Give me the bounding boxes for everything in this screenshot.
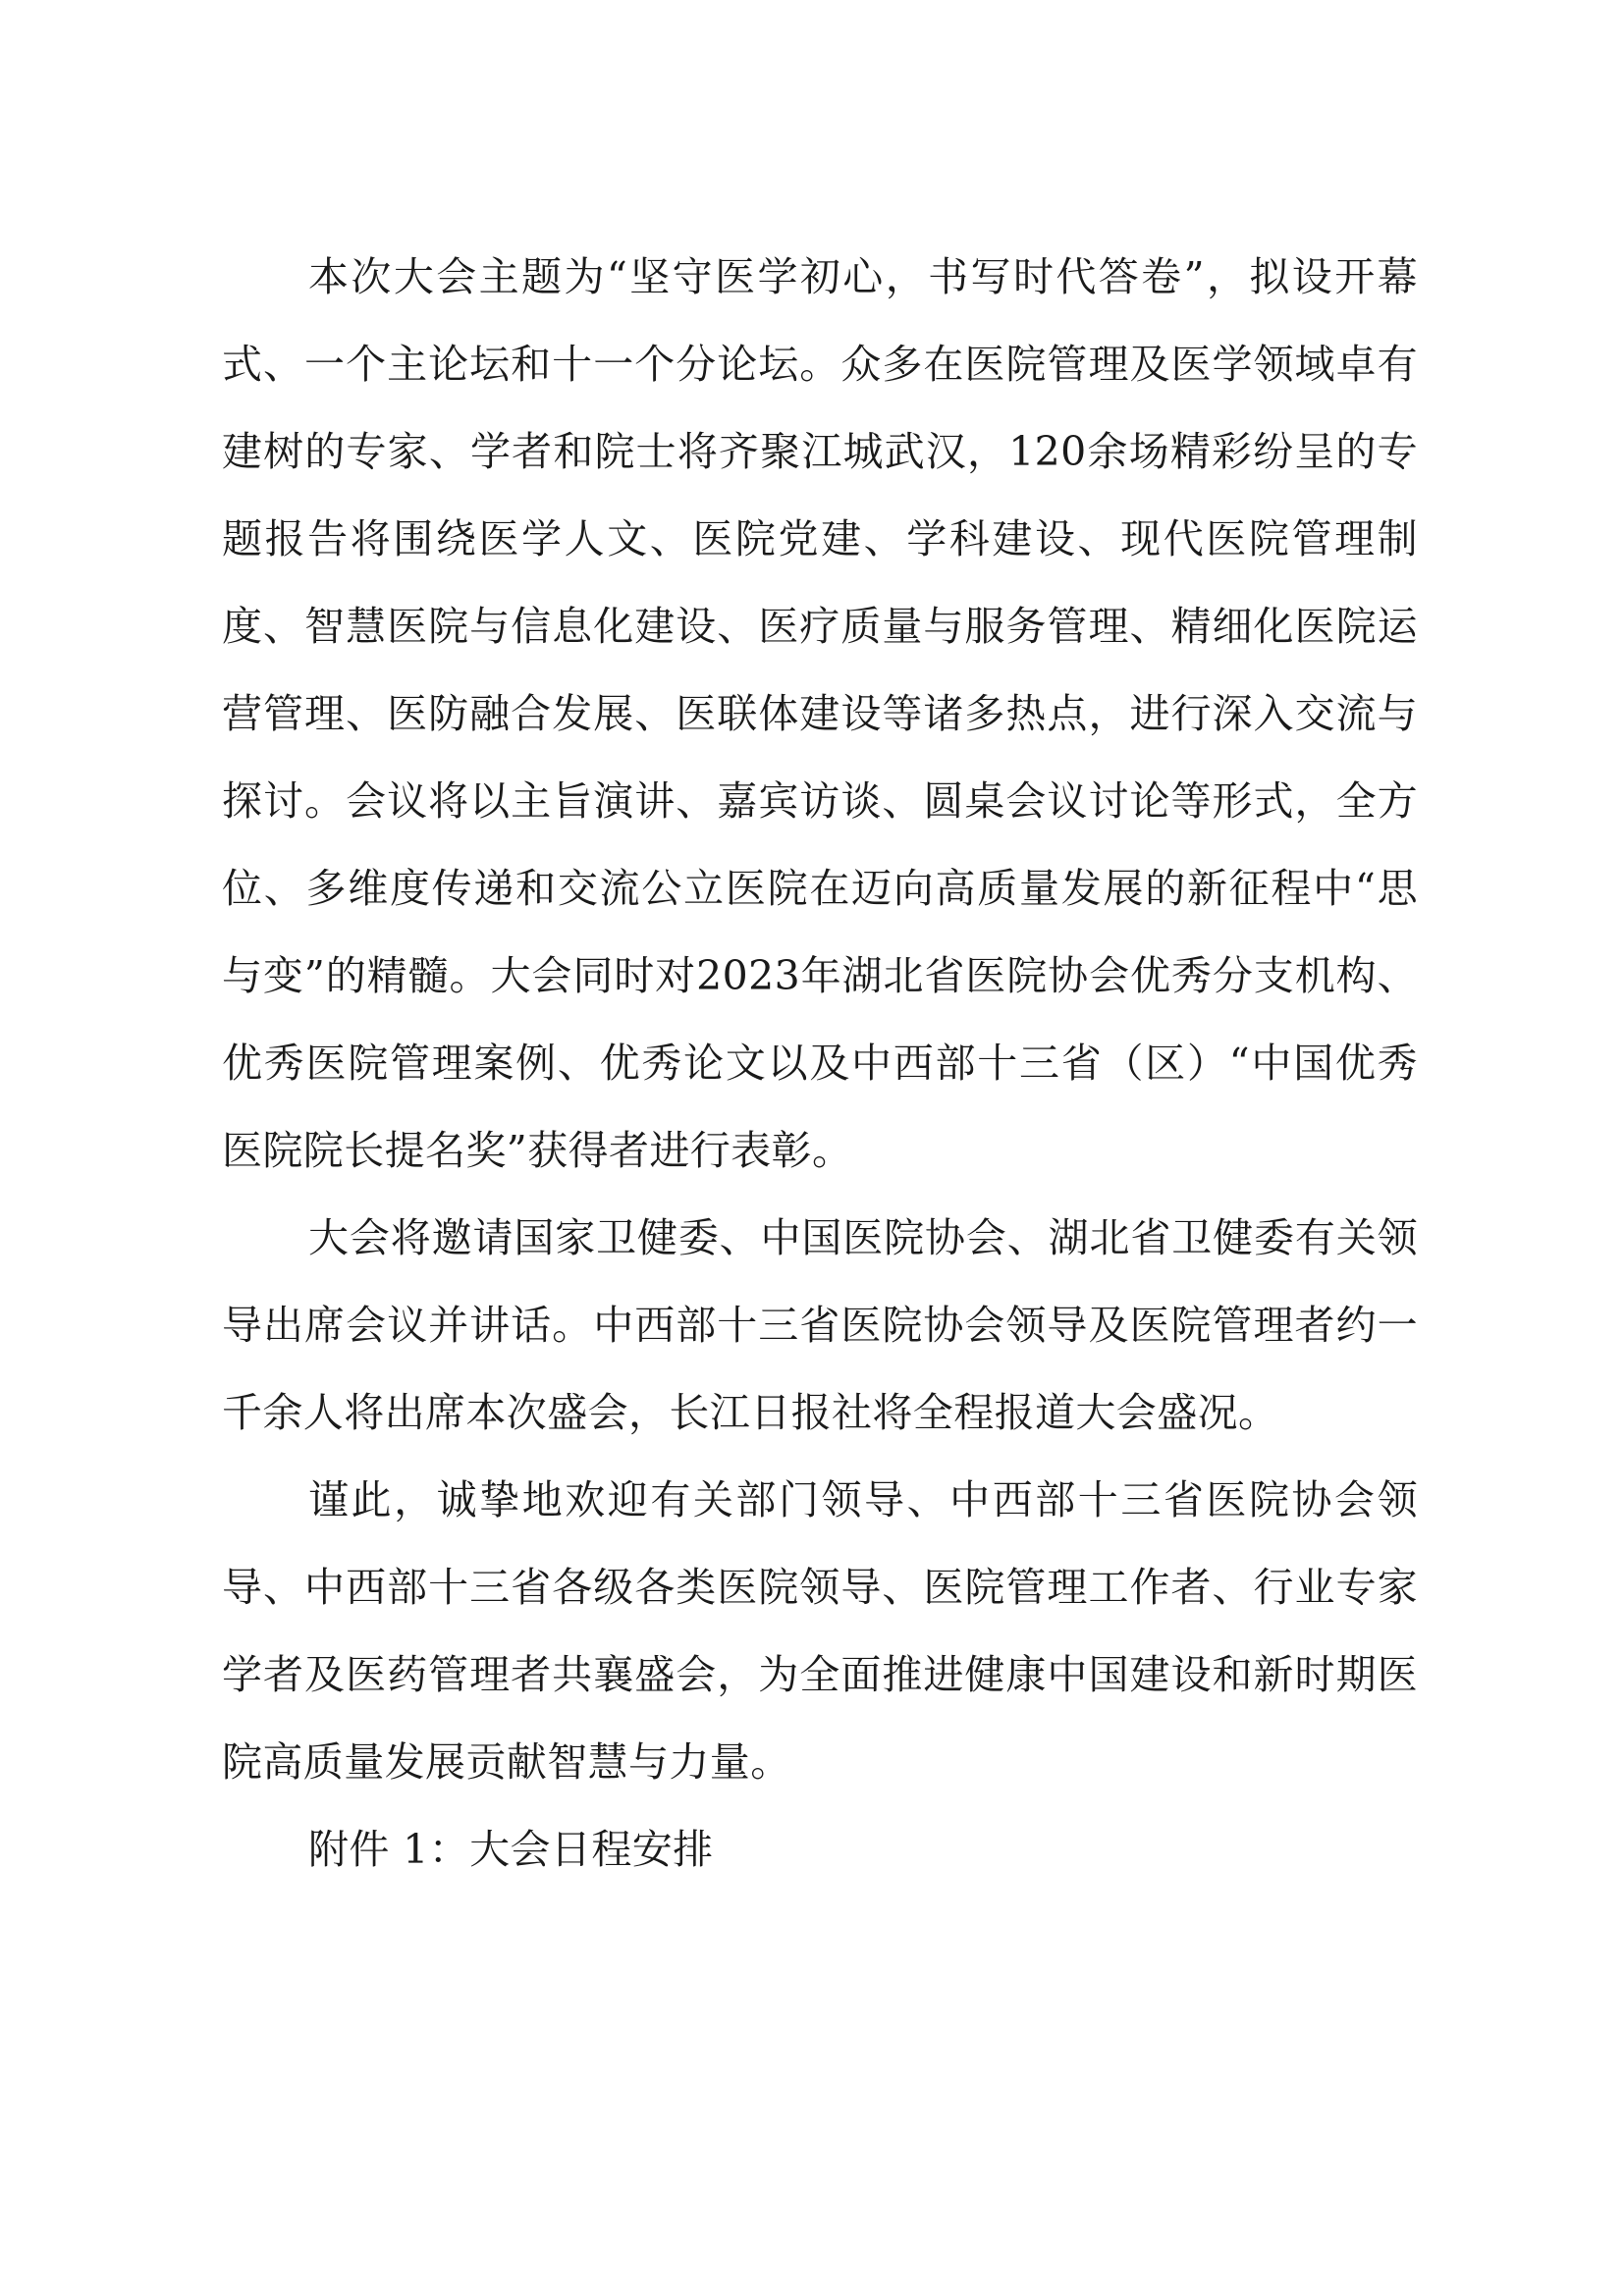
paragraph-conference-theme: 本次大会主题为“坚守医学初心，书写时代答卷”，拟设开幕式、一个主论坛和十一个分论坛。众多在医院管理及医学领域卓有建树的专家、学者和院士将齐聚江城武汉，120余场精彩纷呈的专题报告将围绕医学人文、医院党建、学科建设、现代医院管理制度、智慧医院与信息化建设、医疗质量与服务管理、精细化医院运营管理、医防融合发展、医联体建设等诸多热点，进行深入交流与探讨。会议将以主旨演讲、嘉宾访谈、圆桌会议讨论等形式，全方位、多维度传递和交流公立医院在迈向高质量发展的新征程中“思与变”的精髓。大会同时对2023年湖北省医院协会优秀分支机构、优秀医院管理案例、优秀论文以及中西部十三省（区）“中国优秀医院院长提名奖”获得者进行表彰。 (222, 253, 1418, 1174)
paragraph-welcome: 谨此，诚挚地欢迎有关部门领导、中西部十三省医院协会领导、中西部十三省各级各类医院领导、医院管理工作者、行业专家学者及医药管理者共襄盛会，为全面推进健康中国建设和新时期医院高质量发展贡献智慧与力量。 (222, 1476, 1418, 1786)
document-body (222, 234, 1418, 1894)
paragraph-invited-leaders: 大会将邀请国家卫健委、中国医院协会、湖北省卫健委有关领导出席会议并讲话。中西部十三省医院协会领导及医院管理者约一千余人将出席本次盛会，长江日报社将全程报道大会盛况。 (222, 1214, 1418, 1436)
attachment-note: 附件 1：大会日程安排 (308, 1826, 714, 1873)
